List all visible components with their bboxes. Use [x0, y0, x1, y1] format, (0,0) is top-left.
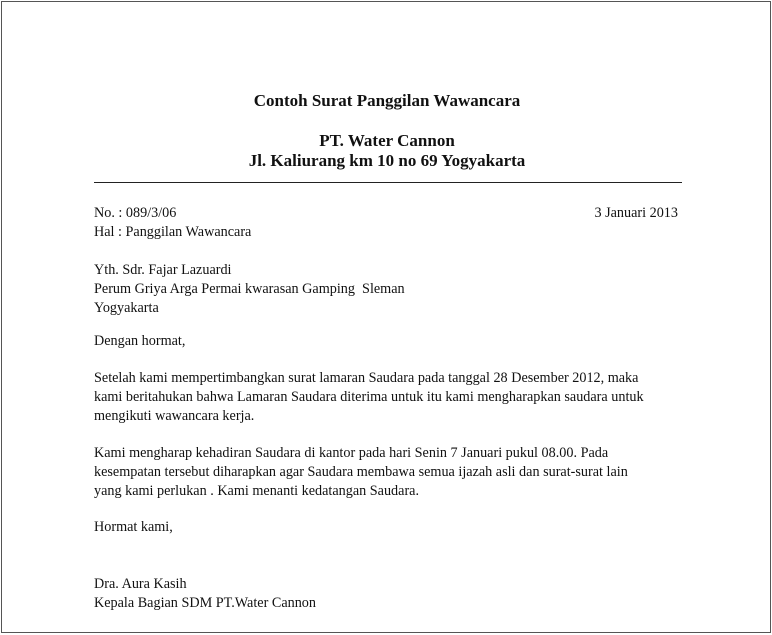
- paragraph2-line2: kesempatan tersebut diharapkan agar Saudara membawa semua ijazah asli dan surat-surat lain: [94, 464, 628, 480]
- paragraph2-line3: yang kami perlukan . Kami menanti kedatangan Saudara.: [94, 483, 420, 499]
- paragraph1-line2: kami beritahukan bahwa Lamaran Saudara diterima untuk itu kami mengharapkan saudara untuk: [94, 389, 644, 405]
- recipient-address-line2: Yogyakarta: [94, 300, 159, 316]
- signer-name: Dra. Aura Kasih: [94, 576, 187, 592]
- company-name: PT. Water Cannon: [319, 131, 455, 150]
- letter-heading: Contoh Surat Panggilan Wawancara: [253, 91, 521, 110]
- recipient-address-line1: Perum Griya Arga Permai kwarasan Gamping Sleman: [94, 281, 405, 297]
- closing: Hormat kami,: [94, 519, 173, 535]
- paragraph2-line1: Kami mengharap kehadiran Saudara di kantor pada hari Senin 7 Januari pukul 08.00. Pada: [94, 445, 609, 461]
- paragraph1-line1: Setelah kami mempertimbangkan surat lamaran Saudara pada tanggal 28 Desember 2012, maka: [94, 370, 639, 386]
- header-divider: [94, 182, 682, 183]
- company-address: Jl. Kaliurang km 10 no 69 Yogyakarta: [248, 151, 526, 170]
- letter-date: 3 Januari 2013: [594, 205, 678, 221]
- paragraph1-line3: mengikuti wawancara kerja.: [94, 408, 255, 424]
- recipient-name: Yth. Sdr. Fajar Lazuardi: [94, 262, 232, 278]
- greeting: Dengan hormat,: [94, 333, 186, 349]
- letter-page: [1, 1, 771, 633]
- letter-number: No. : 089/3/06: [94, 205, 177, 221]
- letter-subject: Hal : Panggilan Wawancara: [94, 224, 252, 240]
- signer-title: Kepala Bagian SDM PT.Water Cannon: [94, 595, 316, 611]
